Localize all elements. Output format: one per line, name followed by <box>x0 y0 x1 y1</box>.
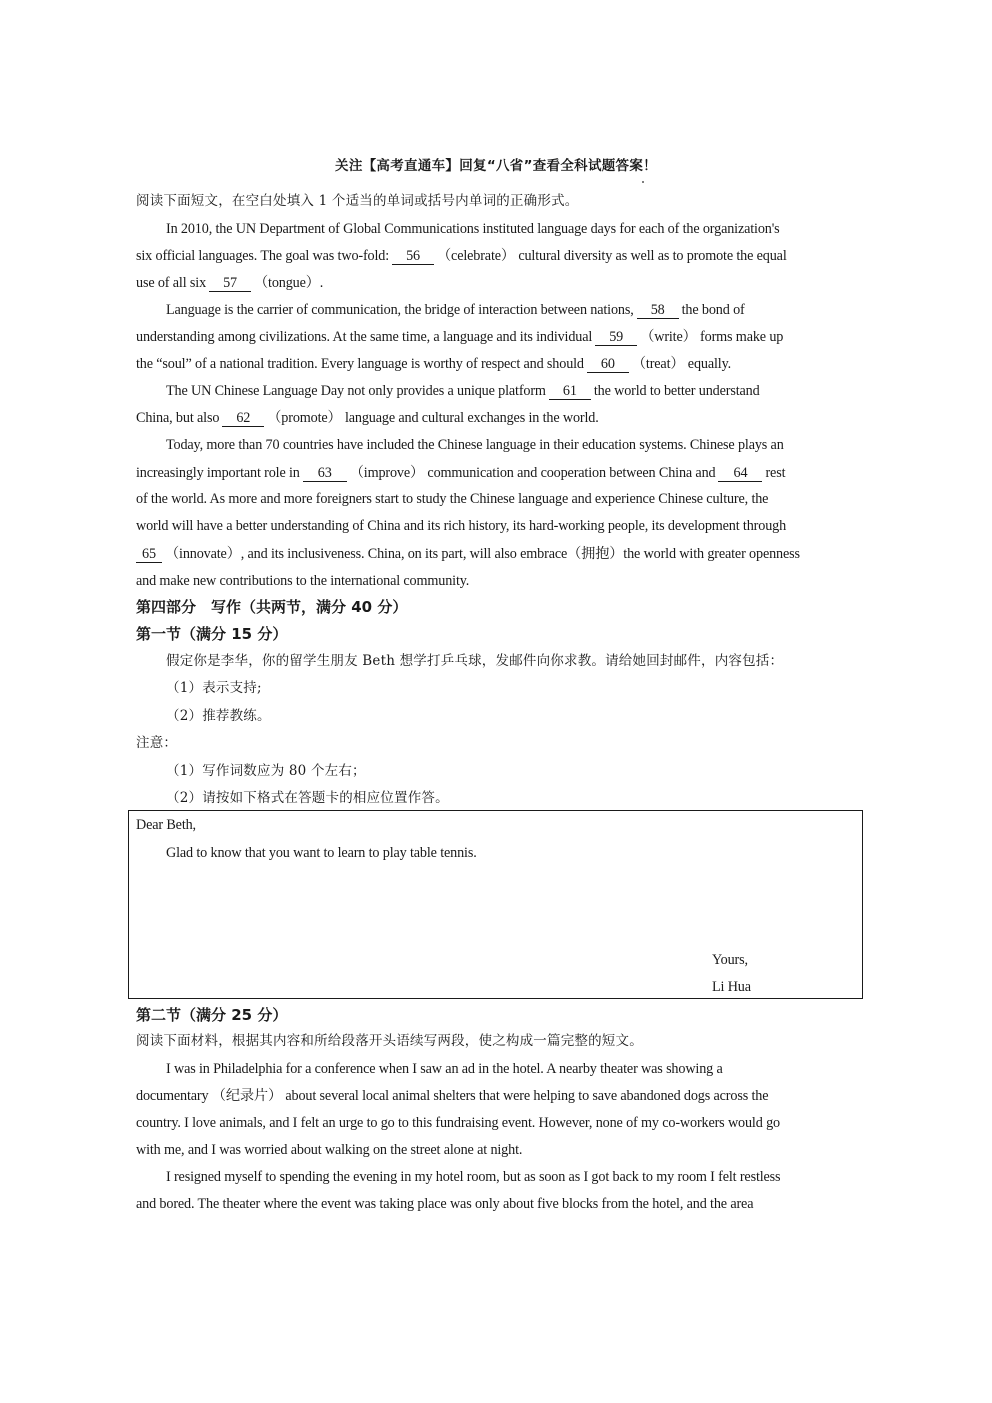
p2-line2: understanding among civilizations. At the same time, a language and its individual 59 （write） forms make up <box>136 329 784 345</box>
blank-56[interactable]: 56 <box>392 249 434 265</box>
section2-title: 第二节（满分 25 分） <box>136 1006 288 1024</box>
section1-item1: （1）表示支持; <box>166 680 262 696</box>
blank-57[interactable]: 57 <box>209 276 251 292</box>
p1-line2: six official languages. The goal was two-fold: 56 （celebrate） cultural diversity as well as to promote the equal <box>136 248 787 264</box>
section1-item2: （2）推荐教练。 <box>166 708 271 724</box>
blank-61[interactable]: 61 <box>549 384 591 400</box>
s2-p1-line2: documentary （纪录片） about several local animal shelters that were helping to save abandoned dogs across the <box>136 1088 769 1104</box>
p1-line3: use of all six 57 （tongue）. <box>136 275 324 291</box>
p4-line1: Today, more than 70 countries have included the Chinese language in their education systems. Chinese plays an <box>166 437 784 453</box>
p4-line4: world will have a better understanding of China and its rich history, its hard-working people, its development through <box>136 518 787 534</box>
s2-p1-line1: I was in Philadelphia for a conference when I saw an ad in the hotel. A nearby theater was showing a <box>166 1061 723 1077</box>
blank-62[interactable]: 62 <box>222 411 264 427</box>
blank-65[interactable]: 65 <box>136 547 162 563</box>
part4-title: 第四部分 写作（共两节，满分 40 分） <box>136 598 408 616</box>
p4-line3: of the world. As more and more foreigners start to study the Chinese language and experience Chinese culture, the <box>136 491 769 507</box>
s2-p2-line1: I resigned myself to spending the evening in my hotel room, but as soon as I got back to my room I felt restless <box>166 1169 781 1185</box>
p2-line1: Language is the carrier of communication, the bridge of interaction between nations, 58 the bond of <box>166 302 745 318</box>
blank-58[interactable]: 58 <box>637 303 679 319</box>
section1-prompt: 假定你是李华，你的留学生朋友 Beth 想学打乒乓球，发邮件向你求教。请给她回封邮件，内容包括： <box>166 653 784 669</box>
p3-line2: China, but also 62 （promote） language and cultural exchanges in the world. <box>136 410 599 426</box>
section1-title: 第一节（满分 15 分） <box>136 625 288 643</box>
letter-opening: Glad to know that you want to learn to play table tennis. <box>166 845 477 861</box>
p4-line6: and make new contributions to the international community. <box>136 573 470 589</box>
blank-64[interactable]: 64 <box>718 466 762 482</box>
note-2: （2）请按如下格式在答题卡的相应位置作答。 <box>166 790 449 806</box>
s2-p2-line2: and bored. The theater where the event was taking place was only about five blocks from the hotel, and the area <box>136 1196 754 1212</box>
p2-line3: the “soul” of a national tradition. Every language is worthy of respect and should 60 （treat） equally. <box>136 356 731 372</box>
s2-p1-line4: with me, and I was worried about walking on the street alone at night. <box>136 1142 523 1158</box>
page-header: 关注【高考直通车】回复“八省”查看全科试题答案！ <box>335 158 657 174</box>
letter-greeting: Dear Beth, <box>136 817 196 833</box>
blank-63[interactable]: 63 <box>303 466 347 482</box>
note-label: 注意： <box>136 735 178 751</box>
blank-59[interactable]: 59 <box>595 330 637 346</box>
p4-line5: 65 （innovate）, and its inclusiveness. China, on its part, will also embrace（拥抱）the world with greater openness <box>136 544 800 564</box>
letter-signature: Li Hua <box>712 979 751 995</box>
p4-line2: increasingly important role in 63 （improve） communication and cooperation between China and 64 rest <box>136 465 786 481</box>
note-1: （1）写作词数应为 80 个左右； <box>166 763 366 779</box>
s2-p1-line3: country. I love animals, and I felt an urge to go to this fundraising event. However, none of my co-workers would go <box>136 1115 780 1131</box>
section2-instruction: 阅读下面材料，根据其内容和所给段落开头语续写两段，使之构成一篇完整的短文。 <box>136 1033 643 1049</box>
part3-instruction: 阅读下面短文，在空白处填入 1 个适当的单词或括号内单词的正确形式。 <box>136 193 579 209</box>
letter-answer-box[interactable] <box>128 810 863 999</box>
letter-closing: Yours, <box>712 952 748 968</box>
stray-dot <box>642 181 644 183</box>
p1-line1: In 2010, the UN Department of Global Communications instituted language days for each of the organization's <box>166 221 780 237</box>
p3-line1: The UN Chinese Language Day not only provides a unique platform 61 the world to better understand <box>166 383 760 399</box>
blank-60[interactable]: 60 <box>587 357 629 373</box>
